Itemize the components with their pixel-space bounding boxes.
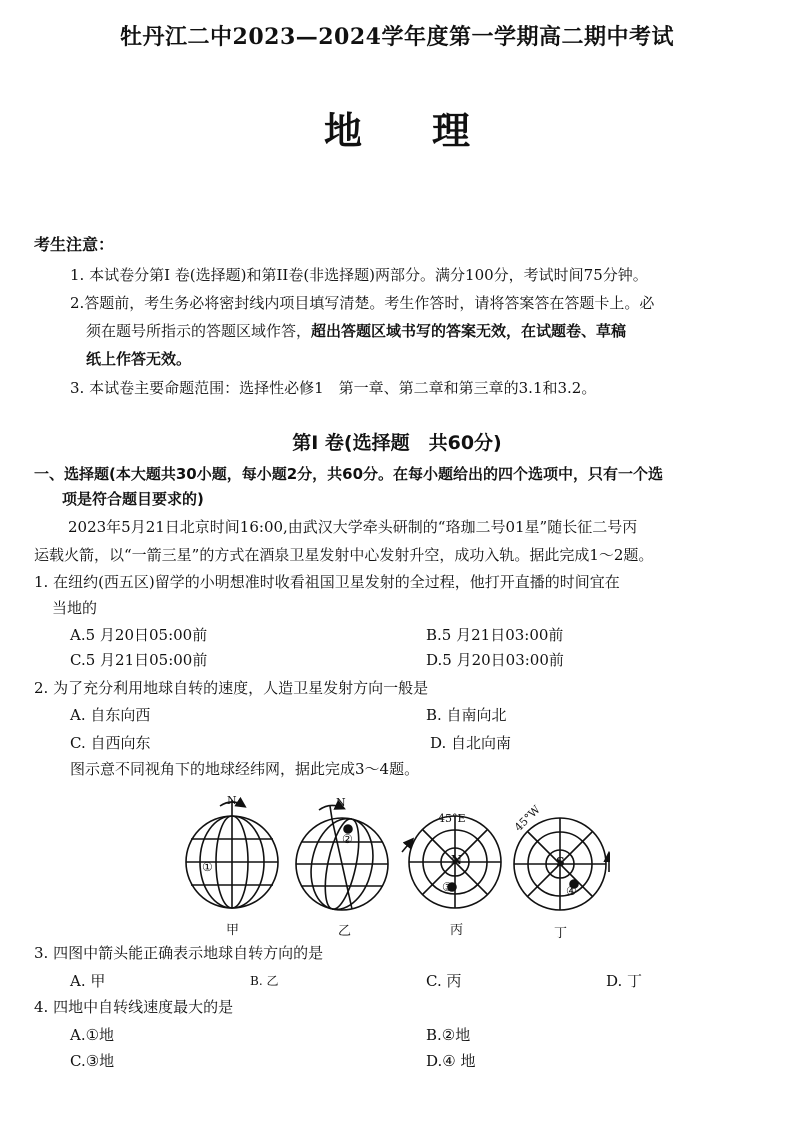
q4-option-a: A.①地 (70, 1026, 115, 1044)
graticule-svg (180, 792, 610, 937)
marker-2: ② (342, 832, 353, 846)
notice-item-2-bold: 超出答题区域书写的答案无效，在试题卷、草稿 (311, 322, 627, 340)
q4-option-c: C.③地 (70, 1052, 115, 1070)
marker-3: ③ (442, 880, 453, 894)
notice-item-2-line-2 (86, 321, 626, 341)
q1-option-c: C.5 月21日05:00前 (70, 651, 208, 669)
notice-item-2-line-1: 2.答题前，考生务必将密封线内项目填写清楚。考生作答时，请将答案答在答题卡上。必 (70, 294, 655, 312)
q1-stem-line-2: 当地的 (52, 599, 98, 617)
passage-1-line-2: 运载火箭，以“一箭三星”的方式在酒泉卫星发射中心发射升空，成功入轨。据此完成1～2题。 (34, 546, 654, 564)
q1-stem-line-1: 1. 在纽约(西五区)留学的小明想准时收看祖国卫星发射的全过程，他打开直播的时间宜在 (34, 573, 620, 591)
caption-jia: 甲 (226, 923, 240, 938)
caption-yi: 乙 (338, 924, 352, 939)
q3-option-b: B. 乙 (250, 974, 279, 988)
section-title: 第I 卷(选择题 共60分) (292, 432, 502, 454)
q2-stem: 2. 为了充分利用地球自转的速度，人造卫星发射方向一般是 (34, 679, 429, 697)
notice-item-1: 1. 本试卷分第I 卷(选择题)和第II卷(非选择题)两部分。满分100分，考试时间75分钟。 (70, 266, 648, 284)
exam-title: 牡丹江二中2023—2024学年度第一学期高二期中考试 (120, 24, 674, 50)
notice-item-3: 3. 本试卷主要命题范围：选择性必修1 第一章、第二章和第三章的3.1和3.2。 (70, 379, 597, 397)
q4-option-d: D.④ 地 (426, 1052, 476, 1070)
globe-jia (186, 800, 278, 908)
label-center-s: S (556, 855, 565, 869)
label-n-yi: N (336, 796, 346, 809)
q3-option-d: D. 丁 (606, 972, 643, 990)
q1-option-a: A.5 月20日05:00前 (70, 626, 208, 644)
passage-2: 图示意不同视角下的地球经纬网，据此完成3～4题。 (70, 760, 420, 778)
label-45w: 45°W (511, 803, 543, 834)
q2-option-c: C. 自西向东 (70, 734, 151, 752)
q2-option-d: D. 自北向南 (430, 734, 512, 752)
graticule-figure (180, 792, 610, 941)
part1-heading-line-2: 项是符合题目要求的) (62, 490, 204, 508)
caption-ding: 丁 (554, 926, 568, 941)
marker-1: ① (202, 860, 213, 874)
notice-heading: 考生注意： (34, 235, 115, 254)
marker-4: ④ (566, 884, 577, 898)
q3-option-a: A. 甲 (70, 972, 106, 990)
subject-title: 地理 (323, 108, 540, 153)
q3-stem: 3. 四图中箭头能正确表示地球自转方向的是 (34, 944, 324, 962)
label-n-jia: N (227, 794, 237, 807)
label-center-n: N (451, 853, 462, 867)
q1-option-d: D.5 月20日03:00前 (426, 651, 564, 669)
notice-item-2-normal: 须在题号所指示的答题区域作答， (86, 322, 312, 340)
q2-option-b: B. 自南向北 (426, 706, 507, 724)
q4-stem: 4. 四地中自转线速度最大的是 (34, 998, 234, 1016)
notice-item-2-line-3: 纸上作答无效。 (86, 350, 192, 368)
label-45e: 45°E (438, 812, 466, 825)
q3-option-c: C. 丙 (426, 972, 462, 990)
q4-option-b: B.②地 (426, 1026, 471, 1044)
q1-option-b: B.5 月21日03:00前 (426, 626, 564, 644)
globe-yi (296, 805, 388, 915)
caption-bing: 丙 (450, 923, 464, 938)
part1-heading-line-1: 一、选择题(本大题共30小题，每小题2分，共60分。在每小题给出的四个选项中，只有一个选 (34, 465, 664, 483)
q2-option-a: A. 自东向西 (70, 706, 151, 724)
passage-1-line-1: 2023年5月21日北京时间16:00,由武汉大学牵头研制的“珞珈二号01星”随长征二号丙 (68, 518, 638, 536)
